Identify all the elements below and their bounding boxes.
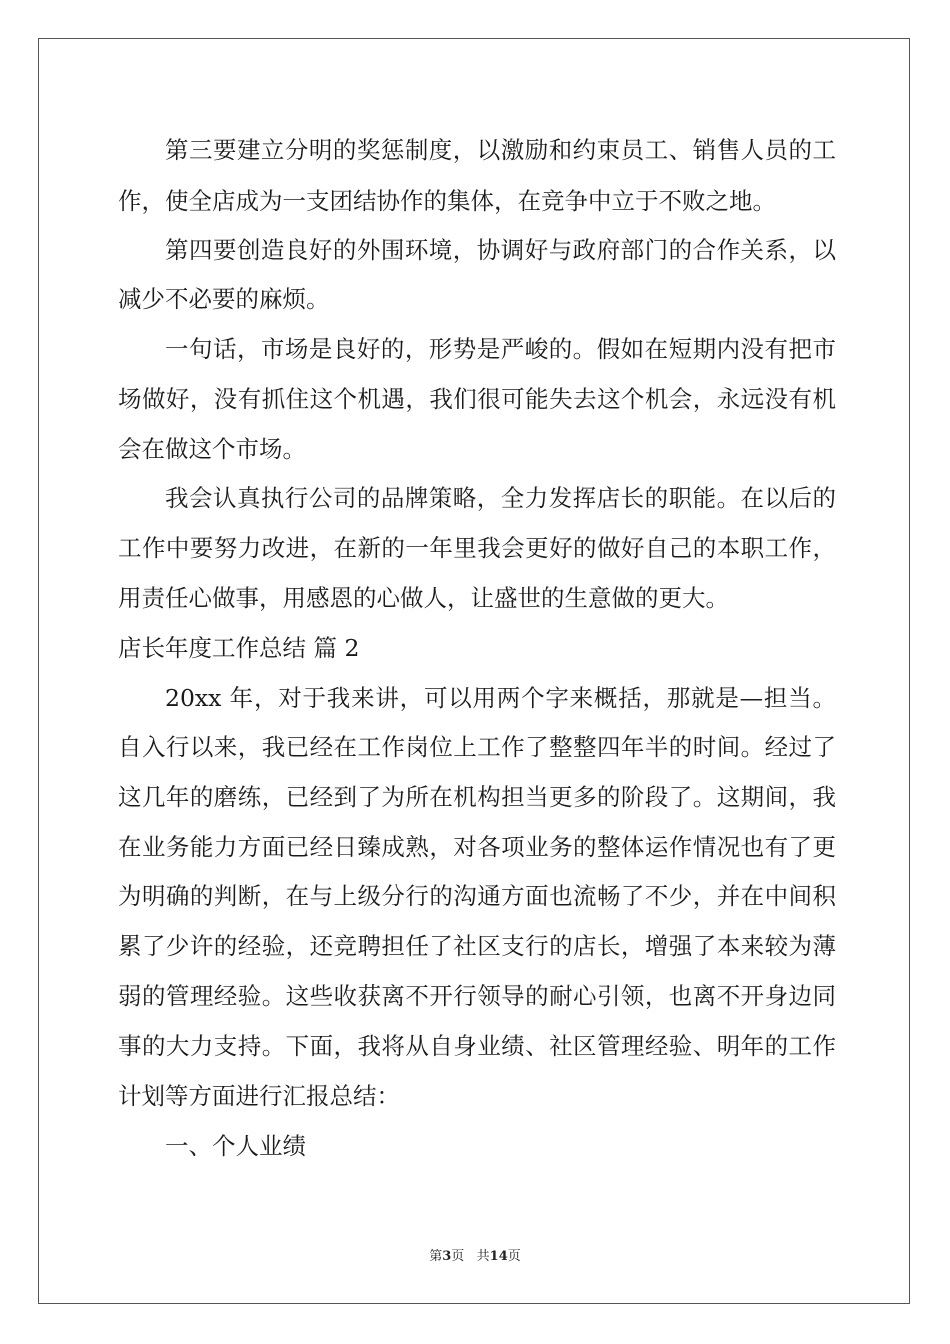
footer-prefix: 第 xyxy=(429,1249,443,1264)
section-heading: 店长年度工作总结 篇 2 xyxy=(118,634,360,662)
paragraph-line: 工作中要努力改进，在新的一年里我会更好的做好自己的本职工作， xyxy=(118,534,836,562)
subsection-heading: 一、个人业绩 xyxy=(165,1132,306,1160)
paragraph-line: 会在做这个市场。 xyxy=(118,435,306,463)
paragraph-line: 我会认真执行公司的品牌策略，全力发挥店长的职能。在以后的 xyxy=(165,484,836,512)
paragraph-line: 减少不必要的麻烦。 xyxy=(118,285,330,313)
paragraph-line: 累了少许的经验，还竞聘担任了社区支行的店长，增强了本来较为薄 xyxy=(118,932,836,960)
footer-total-pages: 14 xyxy=(489,1249,508,1264)
paragraph-line: 用责任心做事，用感恩的心做人，让盛世的生意做的更大。 xyxy=(118,584,729,612)
paragraph-line: 一句话，市场是良好的，形势是严峻的。假如在短期内没有把市 xyxy=(165,335,836,363)
paragraph-line: 计划等方面进行汇报总结： xyxy=(118,1082,400,1110)
paragraph-line: 这几年的磨练，已经到了为所在机构担当更多的阶段了。这期间，我 xyxy=(118,783,836,811)
paragraph-line: 在业务能力方面已经日臻成熟，对各项业务的整体运作情况也有了更 xyxy=(118,833,836,861)
paragraph-line: 为明确的判断，在与上级分行的沟通方面也流畅了不少，并在中间积 xyxy=(118,882,836,910)
paragraph-line: 场做好，没有抓住这个机遇，我们很可能失去这个机会，永远没有机 xyxy=(118,385,836,413)
paragraph-line: 自入行以来，我已经在工作岗位上工作了整整四年半的时间。经过了 xyxy=(118,733,836,761)
paragraph-line: 作，使全店成为一支团结协作的集体，在竞争中立于不败之地。 xyxy=(118,187,776,215)
footer-page-number: 3 xyxy=(442,1249,452,1264)
footer-suffix: 页 xyxy=(507,1249,521,1264)
footer-mid: 页 共 xyxy=(451,1249,490,1264)
page-border xyxy=(38,38,910,1304)
paragraph-line: 事的大力支持。下面，我将从自身业绩、社区管理经验、明年的工作 xyxy=(118,1032,836,1060)
paragraph-line: 第四要创造良好的外围环境，协调好与政府部门的合作关系，以 xyxy=(165,236,836,264)
paragraph-line: 20xx 年，对于我来讲，可以用两个字来概括，那就是—担当。 xyxy=(165,684,836,712)
paragraph-line: 第三要建立分明的奖惩制度，以激励和约束员工、销售人员的工 xyxy=(165,136,836,164)
page-footer xyxy=(0,1248,950,1266)
paragraph-line: 弱的管理经验。这些收获离不开行领导的耐心引领，也离不开身边同 xyxy=(118,982,836,1010)
